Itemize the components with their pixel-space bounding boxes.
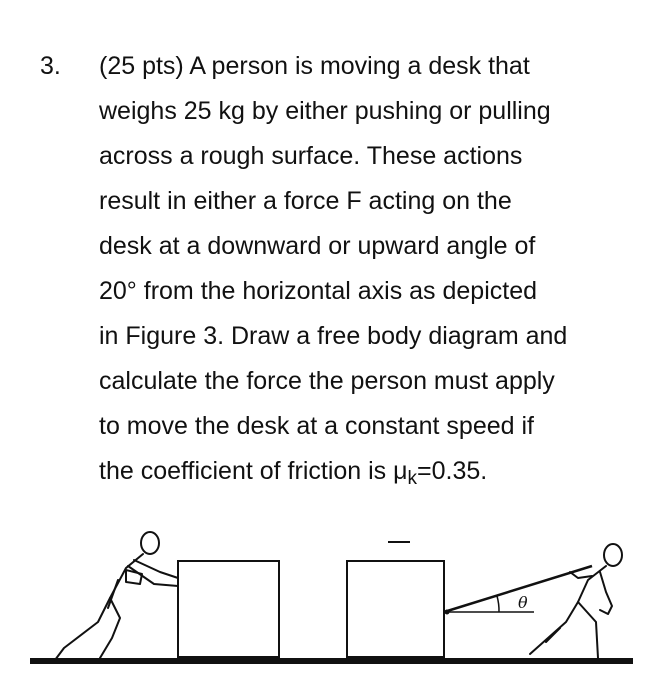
pulling-person xyxy=(530,544,622,658)
problem-text-line: (25 pts) A person is moving a desk that xyxy=(99,52,530,80)
figure-3-illustration xyxy=(0,510,659,700)
problem-text-last-line xyxy=(99,457,487,490)
problem-text-line: across a rough surface. These actions xyxy=(99,142,523,170)
theta-label: θ xyxy=(518,593,528,612)
friction-text: the coefficient of friction is μ xyxy=(99,457,408,485)
problem-text-line: calculate the force the person must apply xyxy=(99,367,555,395)
pulling-force-angle xyxy=(444,566,592,615)
problem-text-line: 20° from the horizontal axis as depicted xyxy=(99,277,538,305)
problem-text-line: result in either a force F acting on the xyxy=(99,187,512,215)
pulling-person-head xyxy=(604,544,622,566)
problem-text-line: weighs 25 kg by either pushing or pulling xyxy=(99,97,551,125)
friction-value: =0.35. xyxy=(417,457,488,485)
problem-text-line: to move the desk at a constant speed if xyxy=(99,412,534,440)
pushing-person-head xyxy=(141,532,159,554)
right-desk xyxy=(347,561,444,657)
left-desk xyxy=(178,561,279,657)
angle-arc xyxy=(497,596,499,612)
friction-subscript: k xyxy=(407,468,418,489)
pushing-person xyxy=(55,532,178,660)
problem-number: 3. xyxy=(40,52,61,80)
problem-text-line: desk at a downward or upward angle of xyxy=(99,232,536,260)
problem-text-line: in Figure 3. Draw a free body diagram and xyxy=(99,322,568,350)
rope-attachment-point xyxy=(445,610,450,615)
pushing-angle-mark xyxy=(126,570,142,584)
ground-line xyxy=(30,658,633,664)
